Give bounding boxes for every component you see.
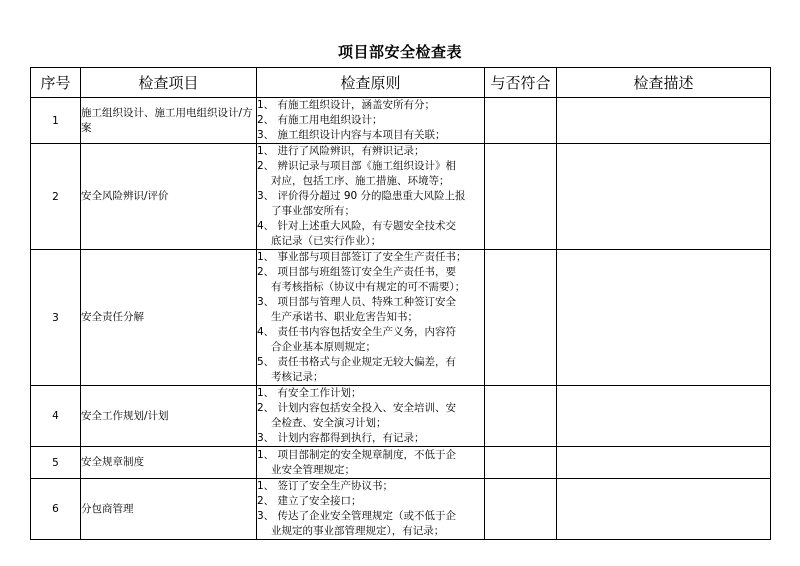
- header-rule: 检查原则: [257, 68, 485, 98]
- row-item: 安全规章制度: [81, 447, 257, 479]
- row-desc-cell[interactable]: [557, 144, 771, 250]
- header-item: 检查项目: [81, 68, 257, 98]
- row-no: 4: [31, 386, 81, 447]
- inspection-table: [30, 67, 771, 540]
- header-desc: 检查描述: [557, 68, 771, 98]
- row-item: 安全工作规划/计划: [81, 386, 257, 447]
- rule-line: 2、 辨识记录与项目部《施工组织设计》相: [257, 160, 457, 172]
- rule-line: 4、 针对上述重大风险，有专题安全技术交: [257, 220, 457, 232]
- rule-line: 1、 进行了风险辨识，有辨识记录；: [257, 145, 425, 157]
- row-ok-cell[interactable]: [485, 447, 557, 479]
- rule-line: 有考核指标（协议中有规定的可不需要）；: [271, 281, 466, 293]
- row-ok-cell[interactable]: [485, 144, 557, 250]
- rule-line: 5、 责任书格式与企业规定无较大偏差，有: [257, 356, 457, 368]
- row-rules: [257, 479, 485, 540]
- row-ok-cell[interactable]: [485, 479, 557, 540]
- header-ok: 与否符合: [485, 68, 557, 98]
- row-desc-cell[interactable]: [557, 250, 771, 386]
- rule-line: 底记录（已实行作业）；: [271, 235, 382, 247]
- row-ok-cell[interactable]: [485, 386, 557, 447]
- rule-line: 3、 项目部与管理人员、特殊工种签订安全: [257, 296, 457, 308]
- row-no: 5: [31, 447, 81, 479]
- rule-line: 1、 事业部与项目部签订了安全生产责任书；: [257, 251, 467, 263]
- rule-line: 全检查、安全演习计划；: [271, 417, 387, 429]
- row-ok-cell[interactable]: [485, 98, 557, 144]
- rule-line: 2、 计划内容包括安全投入、安全培训、安: [257, 402, 457, 414]
- rule-line: 3、 传达了企业安全管理规定（或不低于企: [257, 510, 457, 522]
- rule-line: 对应，包括工序、施工措施、环境等；: [271, 175, 450, 187]
- header-row: [31, 68, 771, 98]
- rule-line: 4、 责任书内容包括安全生产义务，内容符: [257, 326, 457, 338]
- row-ok-cell[interactable]: [485, 250, 557, 386]
- table-row: [31, 386, 771, 447]
- row-desc-cell[interactable]: [557, 479, 771, 540]
- table-row: [31, 447, 771, 479]
- rule-line: 考核记录；: [271, 371, 324, 383]
- rule-line: 了事业部安所有；: [271, 205, 355, 217]
- rule-line: 业规定的事业部管理规定），有记录；: [271, 525, 445, 537]
- rule-line: 3、 计划内容都得到执行，有记录；: [257, 432, 425, 444]
- row-item: 安全风险辨识/评价: [81, 144, 257, 250]
- row-rules: [257, 447, 485, 479]
- row-item: 安全责任分解: [81, 250, 257, 386]
- row-rules: [257, 144, 485, 250]
- row-no: 1: [31, 98, 81, 144]
- rule-line: 2、 项目部与班组签订安全生产责任书，要: [257, 266, 457, 278]
- rule-line: 2、 有施工用电组织设计；: [257, 114, 383, 126]
- rule-line: 业安全管理规定；: [271, 463, 355, 476]
- row-desc-cell[interactable]: [557, 447, 771, 479]
- row-rules: [257, 98, 485, 144]
- table-row: [31, 479, 771, 540]
- row-no: 3: [31, 250, 81, 386]
- row-rules: [257, 250, 485, 386]
- page-title: 项目部安全检查表: [337, 43, 462, 61]
- rule-line: 生产承诺书、职业危害告知书；: [271, 311, 418, 323]
- table-row: [31, 144, 771, 250]
- row-no: 2: [31, 144, 81, 250]
- rule-line: 合企业基本原则规定；: [271, 341, 376, 353]
- row-desc-cell[interactable]: [557, 98, 771, 144]
- row-no: 6: [31, 479, 81, 540]
- table-row: [31, 98, 771, 144]
- row-item: 施工组织设计、施工用电组织设计/方案: [81, 98, 257, 144]
- row-item: 分包商管理: [81, 479, 257, 540]
- row-desc-cell[interactable]: [557, 386, 771, 447]
- header-no: 序号: [31, 68, 81, 98]
- rule-line: 1、 有安全工作计划；: [257, 387, 362, 399]
- row-rules: [257, 386, 485, 447]
- rule-line: 2、 建立了安全接口；: [257, 495, 362, 507]
- rule-line: 1、 项目部制定的安全规章制度，不低于企: [257, 448, 457, 461]
- rule-line: 1、 有施工组织设计，涵盖安所有分；: [257, 99, 436, 111]
- rule-line: 3、 评价得分超过 90 分的隐患重大风险上报: [257, 190, 466, 202]
- rule-line: 1、 签订了安全生产协议书；: [257, 480, 394, 492]
- rule-line: 3、 施工组织设计内容与本项目有关联；: [257, 129, 446, 141]
- table-row: [31, 250, 771, 386]
